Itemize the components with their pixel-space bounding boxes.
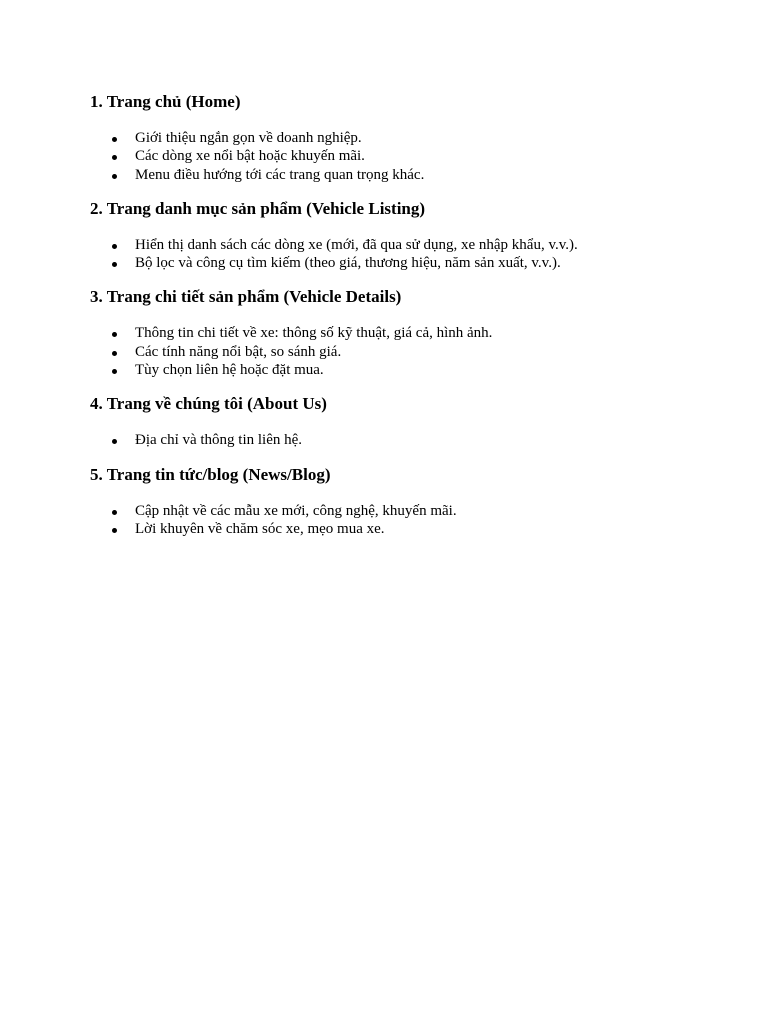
bullet-icon bbox=[112, 137, 117, 142]
list-item-text: Hiển thị danh sách các dòng xe (mới, đã qua sử dụng, xe nhập khẩu, v.v.). bbox=[135, 236, 578, 253]
list-item bbox=[90, 166, 730, 184]
section-title: 5. Trang tin tức/blog (News/Blog) bbox=[90, 464, 331, 484]
list-item-text: Cập nhật về các mẫu xe mới, công nghệ, khuyến mãi. bbox=[135, 502, 457, 519]
list-item bbox=[90, 431, 730, 449]
list-item bbox=[90, 254, 730, 272]
section-title: 1. Trang chủ (Home) bbox=[90, 92, 241, 111]
bullet-icon bbox=[112, 262, 117, 267]
list-item-text: Tùy chọn liên hệ hoặc đặt mua. bbox=[135, 362, 324, 379]
list-item-text: Bộ lọc và công cụ tìm kiếm (theo giá, thương hiệu, năm sản xuất, v.v.). bbox=[135, 255, 561, 272]
section-title: 2. Trang danh mục sản phẩm (Vehicle Listing) bbox=[90, 198, 426, 218]
section-news-blog bbox=[90, 464, 730, 539]
bullet-list bbox=[90, 236, 730, 273]
section-vehicle-details bbox=[90, 286, 730, 379]
list-item bbox=[90, 343, 730, 361]
list-item bbox=[90, 361, 730, 379]
section-about-us bbox=[90, 393, 730, 449]
list-item-text: Menu điều hướng tới các trang quan trọng khác. bbox=[135, 166, 425, 183]
list-item-text: Thông tin chi tiết về xe: thông số kỹ thuật, giá cả, hình ảnh. bbox=[135, 325, 493, 342]
section-title: 3. Trang chi tiết sản phẩm (Vehicle Details) bbox=[90, 287, 402, 307]
bullet-icon bbox=[112, 369, 117, 374]
section-home bbox=[90, 91, 730, 184]
list-item-text: Lời khuyên về chăm sóc xe, mẹo mua xe. bbox=[135, 520, 385, 537]
document-page bbox=[90, 91, 730, 552]
bullet-icon bbox=[112, 528, 117, 533]
list-item-text: Các dòng xe nổi bật hoặc khuyến mãi. bbox=[135, 148, 365, 165]
bullet-icon bbox=[112, 174, 117, 179]
list-item bbox=[90, 147, 730, 165]
list-item bbox=[90, 129, 730, 147]
bullet-icon bbox=[112, 351, 117, 356]
bullet-icon bbox=[112, 244, 117, 249]
list-item-text: Giới thiệu ngắn gọn về doanh nghiệp. bbox=[135, 130, 362, 146]
bullet-list bbox=[90, 129, 730, 184]
list-item bbox=[90, 236, 730, 254]
bullet-list bbox=[90, 502, 730, 539]
bullet-list bbox=[90, 324, 730, 379]
list-item-text: Địa chỉ và thông tin liên hệ. bbox=[135, 432, 303, 449]
section-vehicle-listing bbox=[90, 198, 730, 273]
list-item bbox=[90, 324, 730, 342]
bullet-list bbox=[90, 431, 730, 449]
list-item-text: Các tính năng nổi bật, so sánh giá. bbox=[135, 343, 342, 360]
bullet-icon bbox=[112, 332, 117, 337]
list-item bbox=[90, 520, 730, 538]
list-item bbox=[90, 502, 730, 520]
bullet-icon bbox=[112, 439, 117, 444]
bullet-icon bbox=[112, 510, 117, 515]
section-title: 4. Trang về chúng tôi (About Us) bbox=[90, 394, 327, 414]
bullet-icon bbox=[112, 155, 117, 160]
